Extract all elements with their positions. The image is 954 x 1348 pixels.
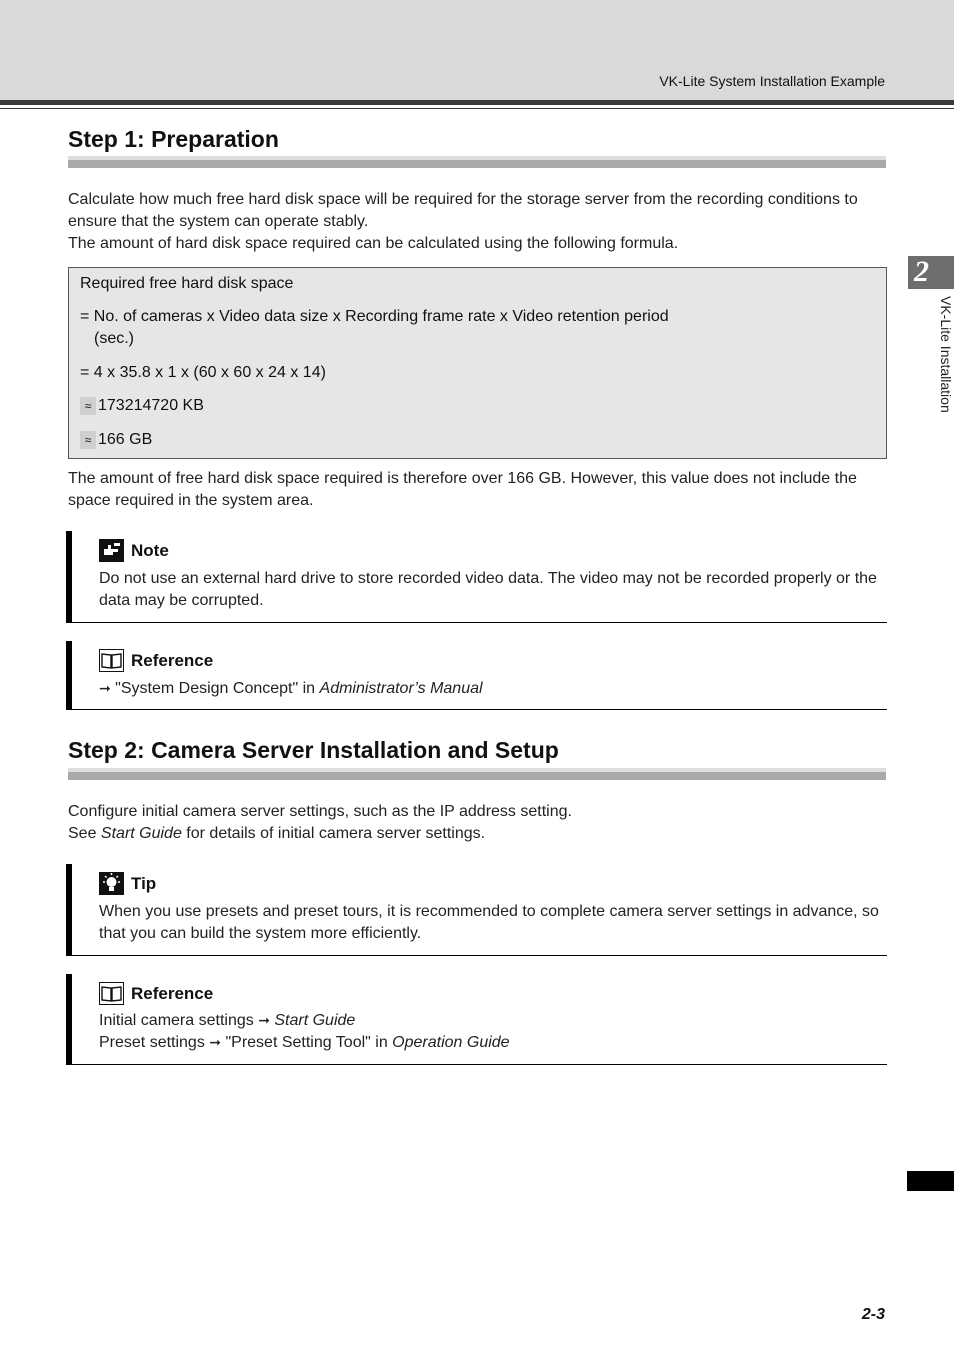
note-hand-icon xyxy=(99,539,124,562)
chapter-number: 2 xyxy=(914,255,929,288)
formula-line2: = 4 x 35.8 x 1 x (60 x 60 x 24 x 14) xyxy=(80,364,326,381)
chapter-side-label: VK-Lite Installation xyxy=(938,296,954,413)
step1-intro-2: The amount of hard disk space required can be calculated using the following formula. xyxy=(68,235,679,252)
running-title: VK-Lite System Installation Example xyxy=(659,73,885,89)
reference-text: ➞ "System Design Concept" in Administrator’s Manual xyxy=(99,680,483,697)
section-bar xyxy=(68,156,886,168)
section-title-step2: Step 2: Camera Server Installation and Setup xyxy=(68,737,559,763)
approx-symbol: ≈ xyxy=(80,431,96,449)
tip-text: When you use presets and preset tours, it is recommended to complete camera server settings in advance, so that you can build the system more efficiently. xyxy=(99,903,879,942)
reference-callout-2 xyxy=(66,974,887,1065)
section-title-step1: Step 1: Preparation xyxy=(68,126,279,152)
step1-intro-1: Calculate how much free hard disk space will be required for the storage server from the recording conditions to ensure that the system can operate stably. xyxy=(68,191,858,230)
formula-line4: ≈ 166 GB xyxy=(80,429,152,451)
formula-heading: Required free hard disk space xyxy=(80,275,294,292)
start-guide-ref: Start Guide xyxy=(100,825,182,842)
reference-callout xyxy=(66,641,887,710)
arrow-icon: ➞ xyxy=(99,680,111,696)
tip-callout xyxy=(66,864,887,956)
header-rule-thin xyxy=(0,108,954,109)
book-icon xyxy=(99,649,124,672)
formula-line1-cont: (sec.) xyxy=(94,330,134,347)
approx-symbol: ≈ xyxy=(80,397,96,415)
arrow-icon: ➞ xyxy=(209,1034,222,1050)
formula-line1: = No. of cameras x Video data size x Recording frame rate x Video retention period xyxy=(80,308,669,325)
reference-line-1: Initial camera settings ➞ Start Guide xyxy=(99,1012,356,1029)
reference-heading: Reference xyxy=(99,982,213,1005)
section-bar xyxy=(68,768,886,780)
tip-heading: Tip xyxy=(99,872,156,895)
step1-conclusion: The amount of free hard disk space required is therefore over 166 GB. However, this value does not include the space required in the system area. xyxy=(68,470,857,509)
formula-line3: ≈ 173214720 KB xyxy=(80,395,204,417)
lightbulb-icon xyxy=(99,872,124,895)
book-icon xyxy=(99,982,124,1005)
note-heading: Note xyxy=(99,539,169,562)
step2-intro-1: Configure initial camera server settings, such as the IP address setting. xyxy=(68,803,572,820)
side-index-marker xyxy=(907,1171,954,1191)
header-rule xyxy=(0,100,954,105)
formula-box xyxy=(68,267,887,459)
note-text: Do not use an external hard drive to store recorded video data. The video may not be recorded properly or the data may be corrupted. xyxy=(99,570,877,609)
step2-intro-2: See Start Guide for details of initial camera server settings. xyxy=(68,825,486,842)
arrow-icon: ➞ xyxy=(258,1012,270,1028)
reference-heading: Reference xyxy=(99,649,213,672)
manual-title: Administrator’s Manual xyxy=(319,680,483,697)
reference-line-2: Preset settings ➞ "Preset Setting Tool" in Operation Guide xyxy=(99,1034,510,1051)
note-callout xyxy=(66,531,887,623)
page-number: 2-3 xyxy=(861,1306,885,1323)
